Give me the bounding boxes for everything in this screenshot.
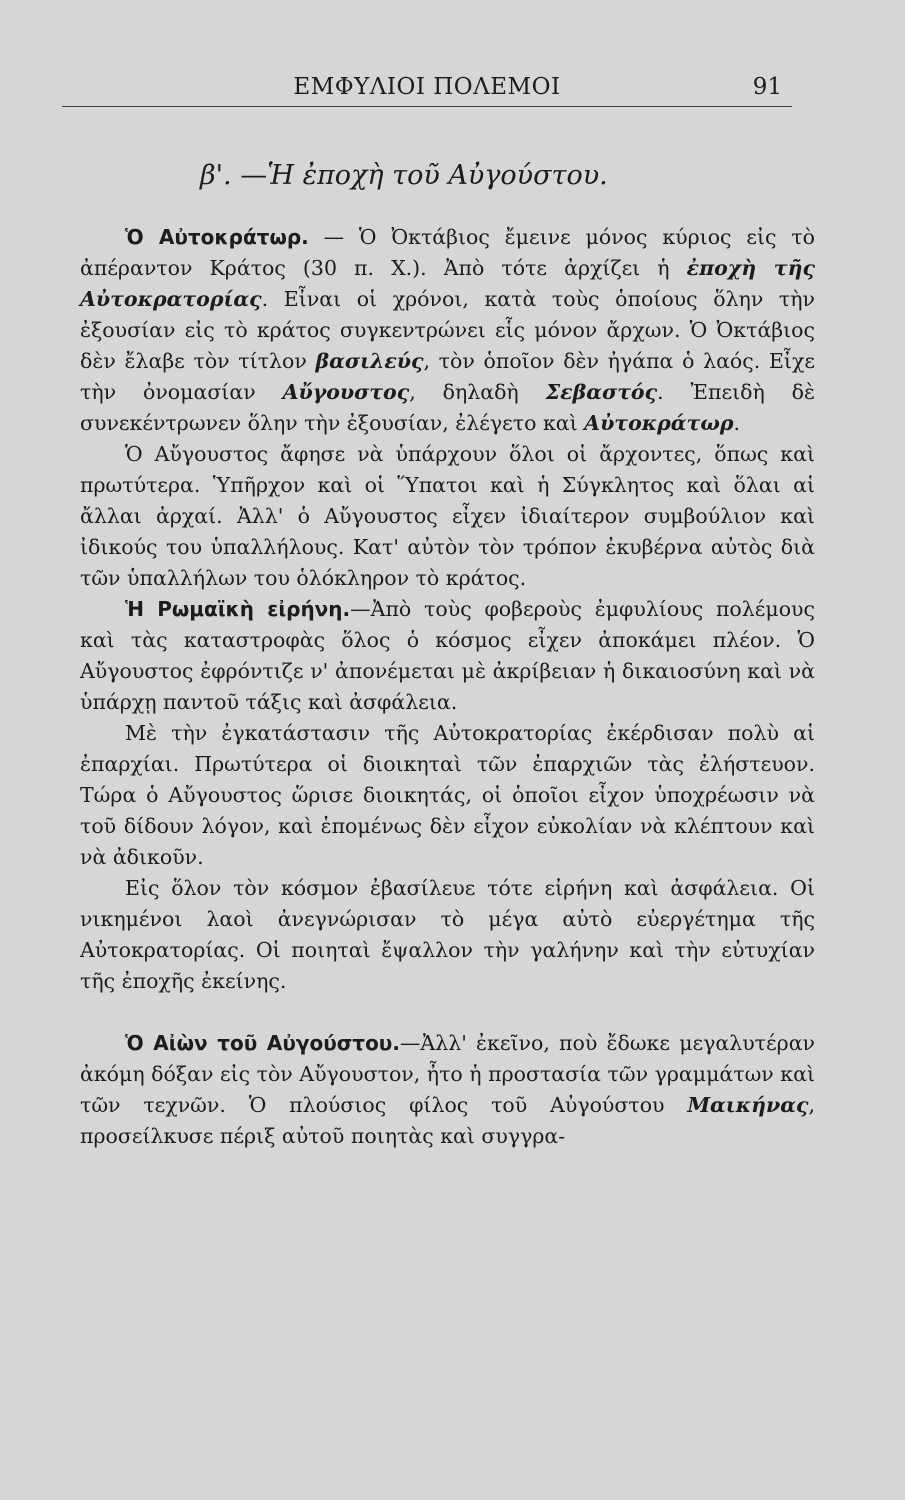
paragraph-heading: Ἡ Ρωμαϊκὴ εἰρήνη. <box>125 597 351 621</box>
paragraph-heading: Ὁ Αὐτοκράτωρ. <box>125 225 309 249</box>
paragraph-augustus-government: Ὁ Αὔγουστος ἄφησε νὰ ὑπάρχουν ὅλοι οἱ ἄρχοντες, ὅπως καὶ πρωτύτερα. Ὑπῆρχον καὶ οἱ Ὕπατοι καὶ ἡ Σύγκλητος καὶ ὅλαι αἱ ἄλλαι ἀρχαί. Ἀλλ' ὁ Αὔγουστος εἶχεν ἰδιαίτερον συμβούλιον καὶ ἰδικούς του ὑπαλλήλους. Κατ' αὐτὸν τὸν τρόπον ἐκυβέρνα αὐτὸς διὰ τῶν ὑπαλλήλων του ὁλόκληρον τὸ κράτος. <box>80 442 815 590</box>
page-number: 91 <box>752 74 782 100</box>
section-title: β'. —Ἡ ἐποχὴ τοῦ Αὐγούστου. <box>200 160 608 191</box>
emphasis: ἐποχὴ τῆς Αὐτοκρατορίας <box>80 256 815 311</box>
header-title: ΕΜΦΥΛΙΟΙ ΠΟΛΕΜΟΙ <box>293 74 561 100</box>
emphasis: Αὐτοκράτωρ <box>584 411 734 435</box>
body-text <box>80 222 815 1152</box>
emphasis: βασιλεύς <box>315 349 424 373</box>
running-header <box>62 72 792 107</box>
emphasis: Μαικήνας <box>687 1093 809 1117</box>
paragraph-age-of-augustus: Ὁ Αἰὼν τοῦ Αὐγούστου.—Ἀλλ' ἐκεῖνο, ποὺ ἔδωκε μεγαλυτέραν ἀκόμη δόξαν εἰς τὸν Αὔγουστον, ἦτο ἡ προστασία τῶν γραμμάτων καὶ τῶν τεχνῶν. Ὁ πλούσιος φίλος τοῦ Αὐγούστου Μαικήνας, προσείλκυσε πέριξ αὐτοῦ ποιητὰς καὶ συγγρα- <box>80 1031 816 1148</box>
paragraph-peace-security: Εἰς ὅλον τὸν κόσμον ἐβασίλευε τότε εἰρήνη καὶ ἀσφάλεια. Οἱ νικημένοι λαοὶ ἀνεγνώρισαν τὸ μέγα αὐτὸ εὐεργέτημα τῆς Αὐτοκρατορίας. Οἱ ποιηταὶ ἔψαλλον τὴν γαλήνην καὶ τὴν εὐτυχίαν τῆς ἐποχῆς ἐκείνης. <box>80 876 815 993</box>
paragraph-autokrator: Ὁ Αὐτοκράτωρ. — Ὁ Ὀκτάβιος ἔμεινε μόνος κύριος εἰς τὸ ἀπέραντον Κράτος (30 π. Χ.). Ἀπὸ τότε ἀρχίζει ἡ ἐποχὴ τῆς Αὐτοκρατορίας. Εἶναι οἱ χρόνοι, κατὰ τοὺς ὁποίους ὅλην τὴν ἐξουσίαν εἰς τὸ κράτος συγκεντρώνει εἷς μόνον ἄρχων. Ὁ Ὀκτάβιος δὲν ἔλαβε τὸν τίτλον βασιλεύς, τὸν ὁποῖον δὲν ἠγάπα ὁ λαός. Εἶχε τὴν ὀνομασίαν Αὔγουστος, δηλαδὴ Σεβαστός. Ἐπειδὴ δὲ συνεκέντρωνεν ὅλην τὴν ἐξουσίαν, ἐλέγετο καὶ Αὐτοκράτωρ. <box>80 225 815 435</box>
emphasis: Σεβαστός <box>545 380 658 404</box>
emphasis: Αὔγουστος <box>282 380 410 404</box>
paragraph-heading: Ὁ Αἰὼν τοῦ Αὐγούστου. <box>125 1031 400 1055</box>
paragraph-provinces: Μὲ τὴν ἐγκατάστασιν τῆς Αὐτοκρατορίας ἐκέρδισαν πολὺ αἱ ἐπαρχίαι. Πρωτύτερα οἱ διοικηταὶ τῶν ἐπαρχιῶν τὰς ἐλήστευον. Τώρα ὁ Αὔγουστος ὥρισε διοικητάς, οἱ ὁποῖοι εἶχον ὑποχρέωσιν νὰ τοῦ δίδουν λόγον, καὶ ἑπομένως δὲν εἶχον εὐκολίαν νὰ κλέπτουν καὶ νὰ ἀδικοῦν. <box>80 721 815 869</box>
paragraph-roman-peace: Ἡ Ρωμαϊκὴ εἰρήνη.—Ἀπὸ τοὺς φοβεροὺς ἐμφυλίους πολέμους καὶ τὰς καταστροφὰς ὅλος ὁ κόσμος εἶχεν ἀποκάμει πλέον. Ὁ Αὔγουστος ἐφρόντιζε ν' ἀπονέμεται μὲ ἀκρίβειαν ἡ δικαιοσύνη καὶ νὰ ὑπάρχῃ παντοῦ τάξις καὶ ἀσφάλεια. <box>80 597 815 714</box>
